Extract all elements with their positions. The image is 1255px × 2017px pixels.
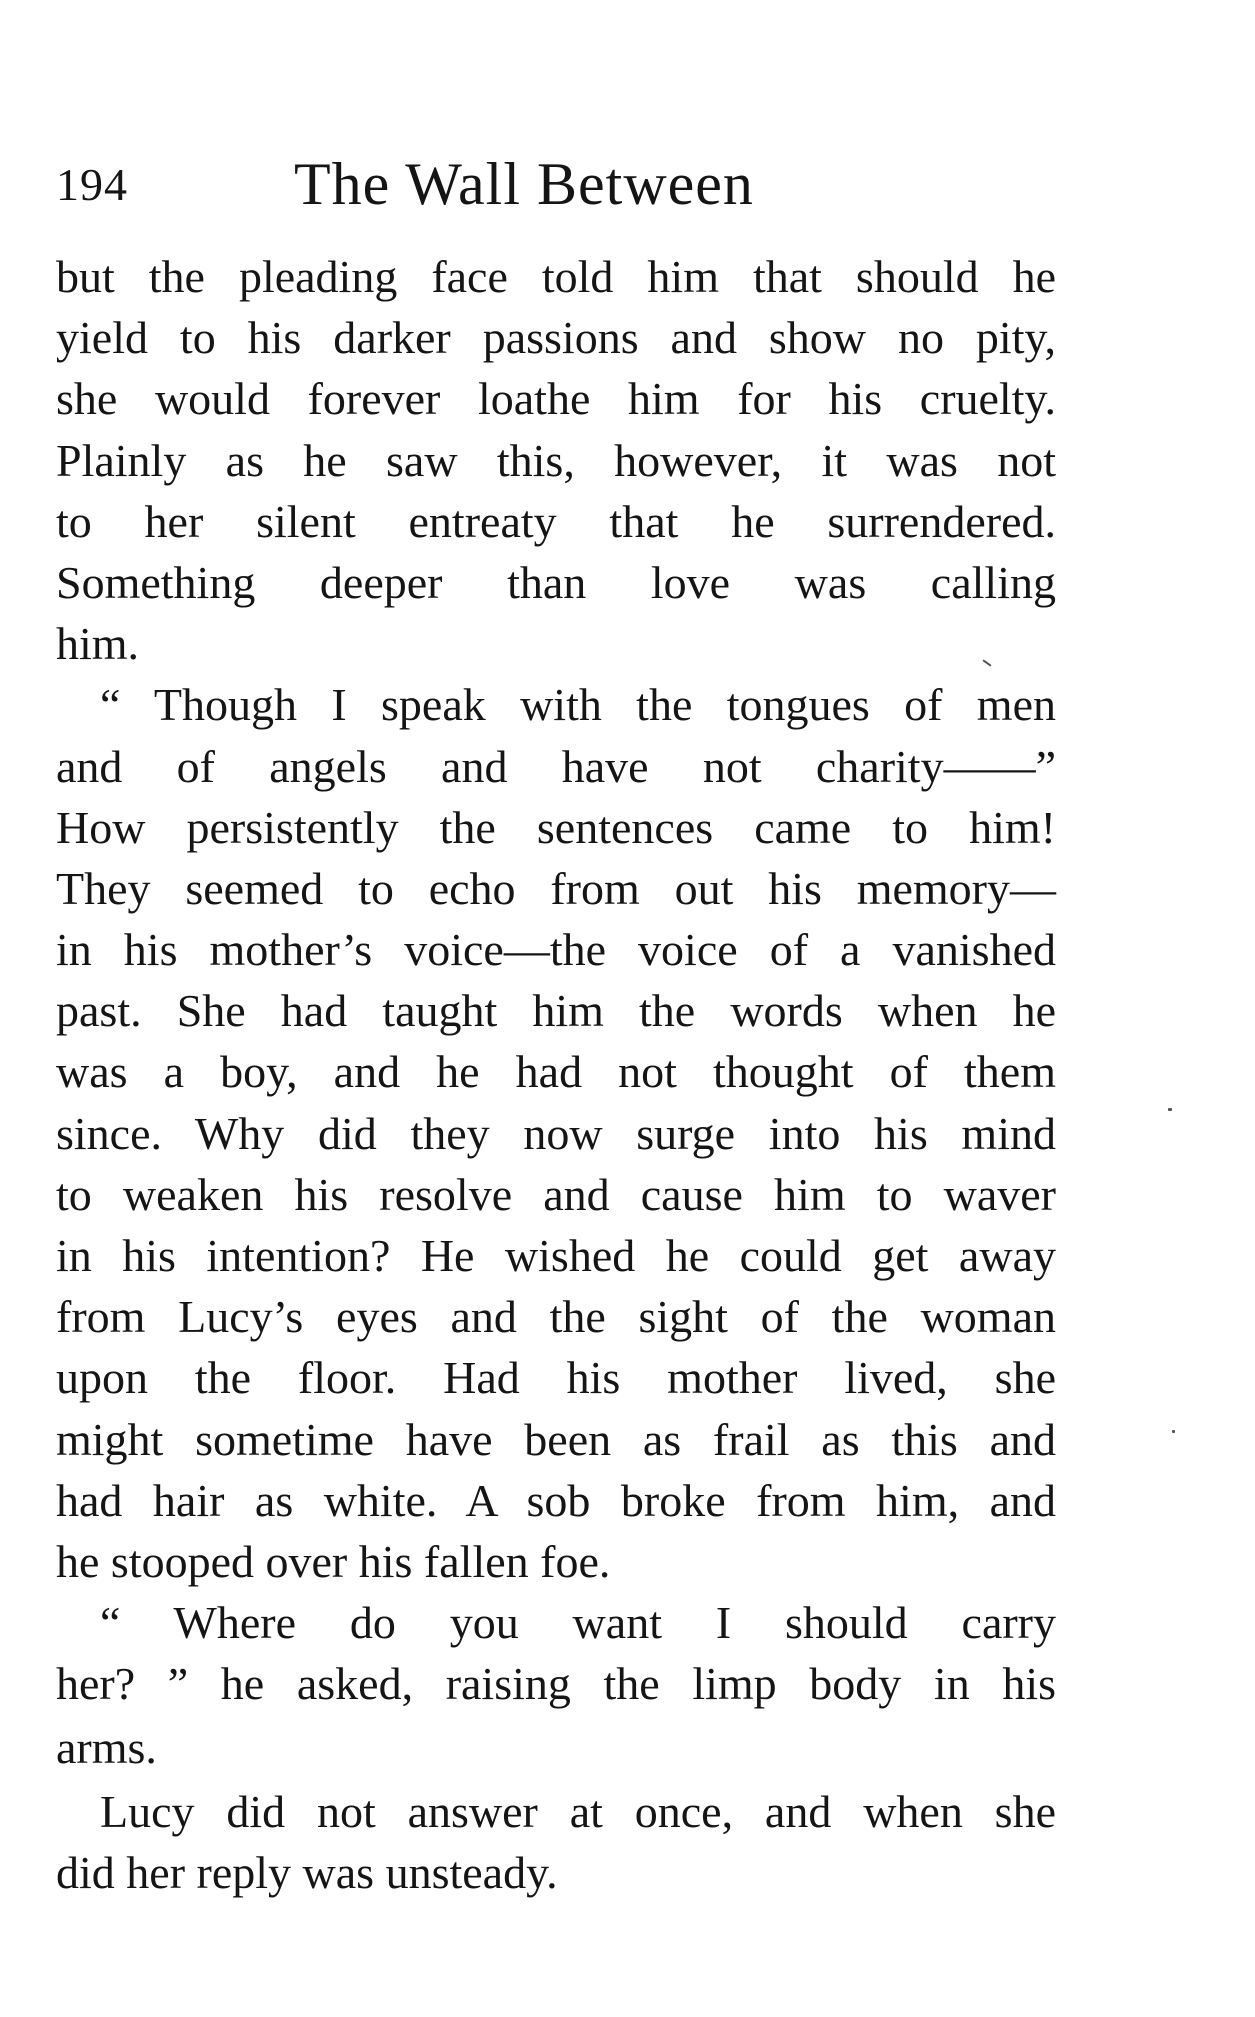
text-line: did her reply was unsteady. xyxy=(56,1846,558,1898)
text-line: Something deeper than love was calling xyxy=(56,556,1056,608)
text-line: since. Why did they now surge into his mind xyxy=(56,1107,1056,1159)
text-line: he stooped over his fallen foe. xyxy=(56,1535,611,1587)
text-line: arms. xyxy=(56,1721,157,1773)
text-line: upon the floor. Had his mother lived, she xyxy=(56,1352,1056,1404)
text-line: in his intention? He wished he could get away xyxy=(56,1230,1056,1281)
text-line: to her silent entreaty that he surrendered. xyxy=(56,495,1056,547)
text-line: she would forever loathe him for his cruelty. xyxy=(56,373,1056,425)
text-line: her? ” he asked, raising the limp body in his xyxy=(56,1658,1056,1710)
scan-speck xyxy=(1168,1108,1172,1111)
text-line: in his mother’s voice—the voice of a vanished xyxy=(56,924,1056,976)
text-line: How persistently the sentences came to him! xyxy=(56,801,1056,853)
text-line: “ Though I speak with the tongues of men xyxy=(100,679,1056,731)
text-line: but the pleading face told him that should he xyxy=(56,251,1056,302)
scan-speck xyxy=(1172,1430,1175,1433)
text-line: past. She had taught him the words when he xyxy=(56,985,1056,1037)
text-line: to weaken his resolve and cause him to waver xyxy=(56,1168,1056,1220)
text-line: might sometime have been as frail as this and xyxy=(56,1413,1056,1465)
text-line: Plainly as he saw this, however, it was not xyxy=(56,434,1056,486)
text-line: “ Where do you want I should carry xyxy=(100,1597,1056,1649)
running-title: The Wall Between xyxy=(294,151,754,217)
page-number: 194 xyxy=(56,159,128,210)
text-line: had hair as white. A sob broke from him, and xyxy=(56,1474,1056,1526)
text-line: yield to his darker passions and show no pity, xyxy=(56,312,1056,364)
text-line: They seemed to echo from out his memory— xyxy=(56,862,1056,914)
text-line: and of angels and have not charity——” xyxy=(56,740,1056,792)
body-text xyxy=(56,246,1056,1903)
text-line: was a boy, and he had not thought of them xyxy=(56,1046,1056,1098)
text-line: Lucy did not answer at once, and when she xyxy=(100,1785,1056,1837)
text-line: him. xyxy=(56,618,140,670)
page-header xyxy=(56,150,1056,230)
text-line: from Lucy’s eyes and the sight of the woman xyxy=(56,1291,1056,1343)
